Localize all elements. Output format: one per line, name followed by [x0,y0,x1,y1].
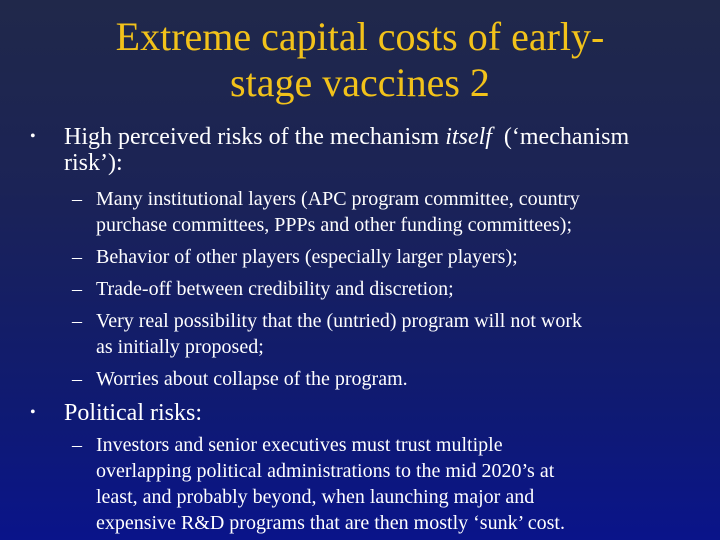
sub-bullet-text-line: as initially proposed; [96,336,264,358]
sub-bullet-investors [72,432,692,536]
sub-bullet-other-players [72,244,692,270]
sub-bullet-text-line: Many institutional layers (APC program committee, country [96,188,580,210]
bullet-text-line: risk’): [64,150,123,176]
bullet-text-line: Political risks: [64,400,202,426]
sub-bullet-text-line: Worries about collapse of the program. [96,368,408,390]
sub-bullet-trade-off [72,276,692,302]
bullet-political-risks [30,400,690,426]
dash-icon: – [72,368,82,390]
dash-icon: – [72,188,82,210]
bullet-text-line: High perceived risks of the mechanism itself (‘mechanism [64,124,630,150]
sub-bullet-text-line: expensive R&D programs that are then mostly ‘sunk’ cost. [96,512,565,534]
sub-bullet-text-line: Very real possibility that the (untried) program will not work [96,310,583,332]
slide-title-line-2: stage vaccines 2 [230,60,490,105]
dash-icon: – [72,434,82,456]
sub-bullet-text-line: Investors and senior executives must trust multiple [96,434,503,456]
bullet-mechanism-risk [30,124,690,176]
sub-bullet-institutional-layers [72,186,692,238]
sub-bullet-text-line: Trade-off between credibility and discretion; [96,278,454,300]
sub-bullet-text-line: Behavior of other players (especially larger players); [96,246,518,268]
dash-icon: – [72,278,82,300]
sub-bullet-text-line: overlapping political administrations to the mid 2020’s at [96,460,555,482]
sub-bullet-text-line: purchase committees, PPPs and other funding committees); [96,214,573,236]
bullet-icon: • [30,128,36,145]
dash-icon: – [72,310,82,332]
sub-bullet-collapse [72,366,692,392]
sub-bullet-text-line: least, and probably beyond, when launching major and [96,486,535,508]
slide-title-line-1: Extreme capital costs of early- [115,14,605,59]
bullet-icon: • [30,404,36,421]
dash-icon: – [72,246,82,268]
sub-bullet-program-risk [72,308,692,360]
